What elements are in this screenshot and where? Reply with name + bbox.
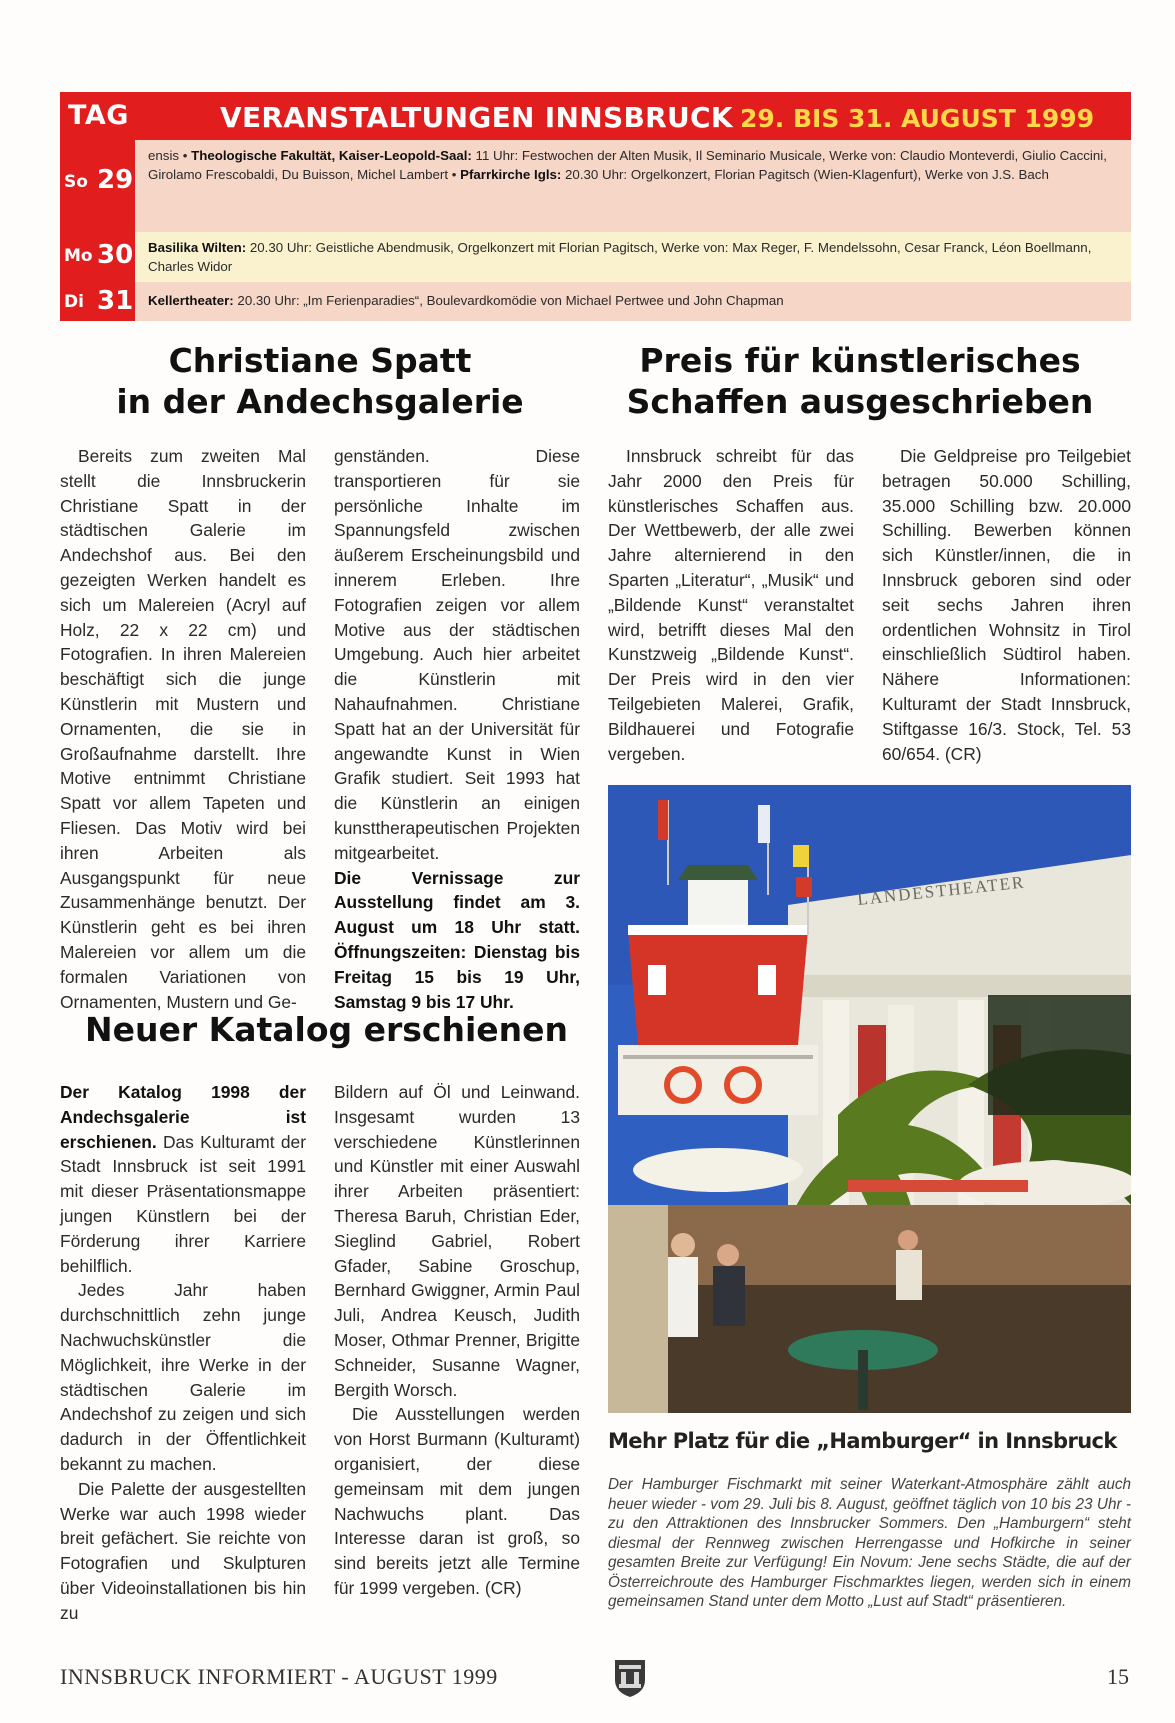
article-katalog-headline: Neuer Katalog erschienen (85, 1010, 569, 1049)
article-paragraph: Bildern auf Öl und Leinwand. Insgesamt wurden 13 verschiedene Künstlerinnen und Künstler mit einer Auswahl ihrer Arbeiten präsentiert: Theresa Baruh, Christian Eder, Sieglind Gabriel, Robert Gfader, Sabine Groschup, Bernhard Gwiggner, Armin Paul Juli, Andrea Keusch, Judith Moser, Othmar Prenner, Brigitte Schneider, Susanne Wagner, Bergith Worsch. (334, 1082, 580, 1400)
article-preis-column-2 (882, 444, 1131, 766)
event-day-name: Di (64, 292, 84, 312)
footer-page-number: 15 (1107, 1664, 1129, 1689)
article-paragraph: Bereits zum zweiten Mal stellt die Innsbruckerin Christiane Spatt in der städtischen Galerie im Andechshof aus. Bei den gezeigten Werken handelt es sich um Malereien (Acryl auf Holz, 22 x 22 cm) und Fotografien. In ihren Malereien beschäftigt sich die junge Künstlerin mit Mustern und Ornamenten, die sie in Großaufnahme darstellt. Ihre Motive entnimmt Christiane Spatt vor allem Tapeten und Fliesen. Das Motiv wird bei ihren Arbeiten als Ausgangspunkt für neue Zusammenhänge benutzt. Der Künstlerin geht es bei ihren Malereien vor allem um die formalen Variationen von Ornamenten, Mustern und Ge- (60, 446, 306, 1012)
event-text: Basilika Wilten: 20.30 Uhr: Geistliche Abendmusik, Orgelkonzert mit Florian Pagitsch, Werke von: Max Reger, F. Mendelssohn, Cesar Franck, Léon Boellmann, Charles Widor (148, 240, 1092, 274)
events-date-range: 29. BIS 31. AUGUST 1999 (740, 104, 1095, 133)
event-venue: Pfarrkirche Igls: (460, 167, 562, 182)
article-spatt-column-2 (334, 444, 580, 1014)
events-table (60, 92, 1131, 321)
article-paragraph: Die Geldpreise pro Teilgebiet betragen 50.000 Schilling, 35.000 Schilling bzw. 20.000 Schilling. Bewerben können sich Künstler/innen, die in Innsbruck geboren sind oder seit sechs Jahren ihren ordentlichen Wohnsitz in Tirol einschließlich Südtirol haben. Nähere Informationen: Kulturamt der Stadt Innsbruck, Stiftgasse 16/3. Stock, Tel. 53 60/654. (CR) (882, 446, 1131, 764)
article-paragraph: Die Ausstellungen werden von Horst Burmann (Kulturamt) organisiert, der diese gemeinsam mit dem jungen Nachwuchs plant. Das Interesse daran ist groß, so sind bereits jetzt alle Termine für 1999 vergeben. (CR) (334, 1404, 580, 1598)
city-crest-icon (613, 1656, 647, 1698)
event-day-number: 31 (97, 286, 134, 316)
article-paragraph: genständen. Diese transportieren für sie persönliche Inhalte im Spannungsfeld zwischen äußerem Erscheinungsbild und innerem Erleben. Ihre Fotografien zeigen vor allem Motive aus der städtischen Umgebung. Auch hier arbeitet die Künstlerin mit Nahaufnahmen. Christiane Spatt hat an der Universität für angewandte Kunst in Wien Grafik studiert. Seit 1993 hat die Künstlerin an einigen kunsttherapeutischen Projekten mitgearbeitet. (334, 446, 580, 863)
article-preis-headline: Preis für künstlerisches Schaffen ausgeschrieben (626, 341, 1094, 421)
events-tag-label: TAG (68, 100, 129, 131)
article-lead: Der Katalog 1998 der Andechsgalerie ist erschienen. (60, 1082, 306, 1152)
event-venue: Kellertheater: (148, 293, 234, 308)
event-venue: Basilika Wilten: (148, 240, 247, 255)
article-paragraph: Jedes Jahr haben durchschnittlich zehn junge Nachwuchskünstler die Möglichkeit, ihre Werke in der städtischen Galerie im Andechshof zu zeigen und sich dadurch in der Öffentlichkeit bekannt zu machen. (60, 1280, 306, 1474)
event-text: Kellertheater: 20.30 Uhr: „Im Ferienparadies“, Boulevardkomödie von Michael Pertwee und John Chapman (148, 293, 784, 308)
article-spatt-headline: Christiane Spatt in der Andechsgalerie (116, 341, 524, 421)
event-day-number: 30 (97, 240, 134, 270)
event-day (60, 282, 135, 321)
article-katalog-column-1: Der Katalog 1998 der Andechsgalerie ist erschienen. Das Kulturamt der Stadt Innsbruck ist seit 1991 mit dieser Präsentationsmappe jungen Künstlern bei der Förderung ihrer Karriere behilflich. Jedes Jahr haben durchschnittlich zehn junge Nachwuchskünstler die Möglichkeit, ihre Werke in der städtischen Galerie im Andechshof zu zeigen und sich dadurch in der Öffentlichkeit bekannt zu machen. Die Palette der ausgestellten Werke war auch 1998 wieder breit gefächert. Sie reichte von Fotografien und Skulpturen über Videoinstallationen bis hin zu (60, 1080, 306, 1626)
event-row-monday (60, 232, 1131, 282)
event-row-sunday (60, 140, 1131, 232)
event-row-tuesday (60, 282, 1131, 321)
theater-sign: LANDESTHEATER (856, 872, 1027, 909)
event-day (60, 232, 135, 282)
article-preis-column-1 (608, 444, 854, 766)
events-title: VERANSTALTUNGEN INNSBRUCK (220, 101, 733, 134)
event-day-number: 29 (97, 165, 134, 195)
article-spatt-column-1 (60, 444, 306, 1014)
events-header (60, 92, 1131, 140)
event-text: ensis • Theologische Fakultät, Kaiser-Leopold-Saal: 11 Uhr: Festwochen der Alten Musik, Il Seminario Musicale, Werke von: Claudio Monteverdi, Giulio Caccini, Girolamo Frescobaldi, Du Buisson, Michel Lambert • Pfarrkirche Igls: 20.30 Uhr: Orgelkonzert, Florian Pagitsch (Wien-Klagenfurt), Werke von J.S. Bach (148, 148, 1107, 182)
event-day (60, 140, 135, 232)
event-venue: Theologische Fakultät, Kaiser-Leopold-Saal: (191, 148, 472, 163)
photo-fischmarkt (608, 785, 1131, 1413)
event-day-name: So (64, 172, 88, 192)
article-paragraph: Die Palette der ausgestellten Werke war auch 1998 wieder breit gefächert. Sie reichte von Fotografien und Skulpturen über Videoinstallationen bis hin zu (60, 1478, 306, 1623)
photo-caption-title: Mehr Platz für die „Hamburger“ in Innsbruck (608, 1429, 1117, 1453)
event-day-name: Mo (64, 246, 93, 266)
photo-caption-text: Der Hamburger Fischmarkt mit seiner Waterkant-Atmosphäre zählt auch heuer wieder - vom 29. Juli bis 8. August, geöffnet täglich von 10 bis 23 Uhr - zu den Attraktionen des Innsbrucker Sommers. Den „Hamburgern“ steht diesmal der Rennweg zwischen Herrengasse und Hofkirche in seiner gesamten Breite zur Verfügung! Ein Novum: Jene sechs Städte, die auf der Österreichroute des Hamburger Fischmarktes liegen, werden sich in einem gemeinsamen Stand unter dem Motto „Lust auf Stadt“ präsentieren. (608, 1476, 1131, 1610)
article-katalog-column-2 (334, 1080, 580, 1601)
article-highlight: Die Vernissage zur Ausstellung findet am 3. August um 18 Uhr statt. Öffnungszeiten: Dienstag bis Freitag 15 bis 19 Uhr, Samstag 9 bis 17 Uhr. (334, 867, 580, 1012)
article-paragraph: Innsbruck schreibt für das Jahr 2000 den Preis für künstlerisches Schaffen aus. Der Wettbewerb, der alle zwei Jahre alternierend in den Sparten „Literatur“, „Musik“ und „Bildende Kunst“ veranstaltet wird, betrifft dieses Mal den Kunstzweig „Bildende Kunst“. Der Preis wird in den vier Teilgebieten Malerei, Grafik, Bildhauerei und Fotografie vergeben. (608, 446, 854, 764)
footer-publication: INNSBRUCK INFORMIERT - AUGUST 1999 (60, 1664, 498, 1689)
